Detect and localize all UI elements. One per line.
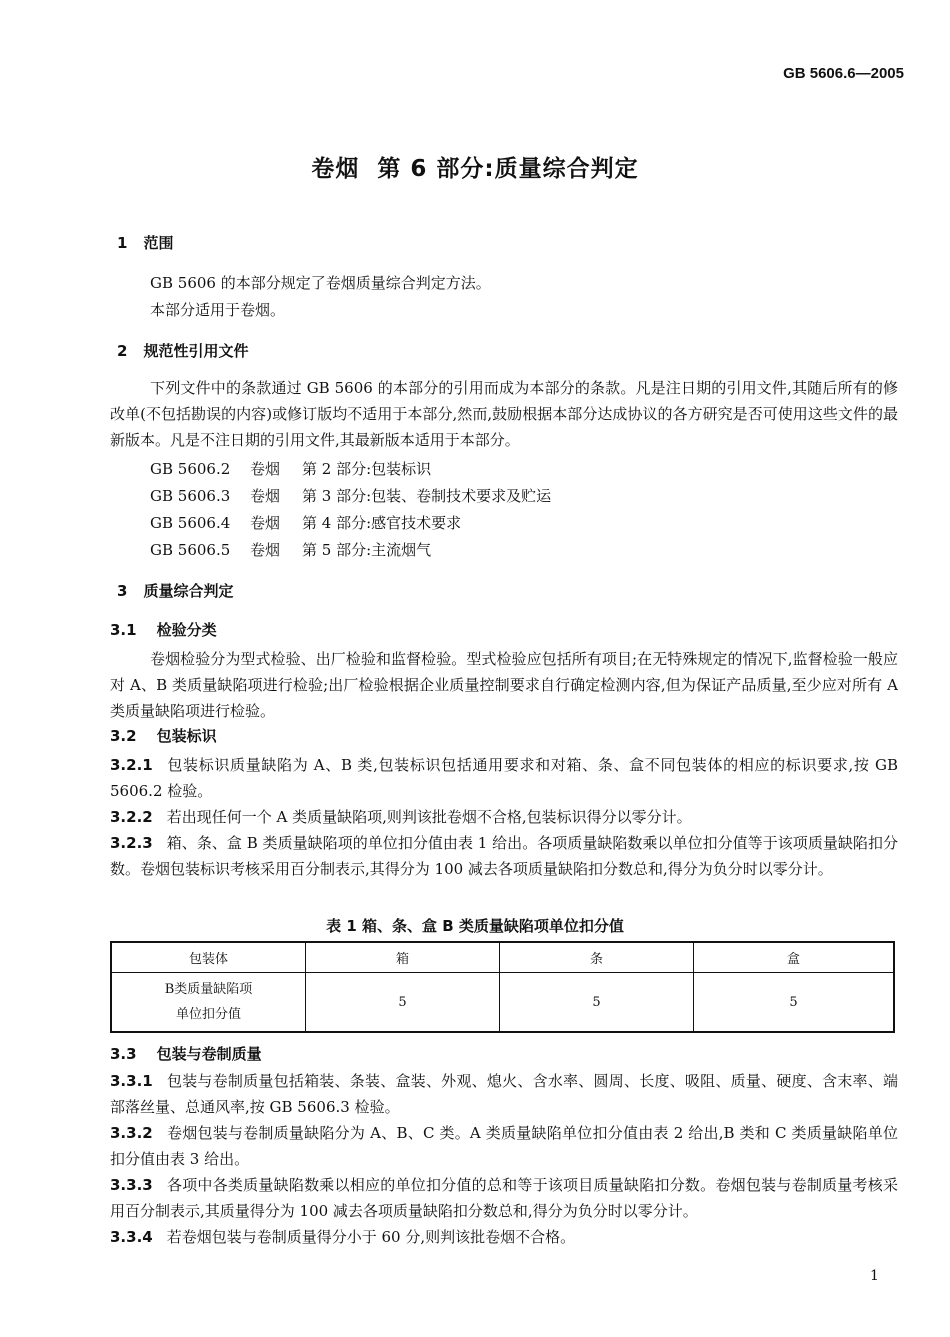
clause-3-3-4-number: 3.3.4 (110, 1228, 153, 1246)
section-2-title: 规范性引用文件 (143, 342, 249, 360)
reference-1 (150, 458, 431, 479)
reference-2-name: 卷烟 (250, 487, 281, 505)
reference-3-name: 卷烟 (250, 514, 281, 532)
clause-3-3-1-text: 包装与卷制质量包括箱装、条装、盒装、外观、熄火、含水率、圆周、长度、吸阻、质量、硬度、含末率、端部落丝量、总通风率,按 GB 5606.3 检验。 (110, 1072, 898, 1116)
reference-4-part: 第 5 部分:主流烟气 (302, 541, 432, 559)
section-2-number: 2 (117, 342, 128, 360)
table-1-row-label-line-1: B类质量缺陷项 (164, 982, 253, 997)
table-1-row-label (111, 973, 306, 1033)
table-1-data-row (111, 973, 894, 1033)
section-3-2-heading (110, 725, 217, 746)
clause-3-3-4 (110, 1224, 898, 1250)
reference-2-code: GB 5606.3 (150, 487, 231, 505)
reference-1-part: 第 2 部分:包装标识 (302, 460, 432, 478)
table-1-caption: 表 1 箱、条、盒 B 类质量缺陷项单位扣分值 (326, 917, 624, 935)
section-2-paragraph-text: 下列文件中的条款通过 GB 5606 的本部分的引用而成为本部分的条款。凡是注日期的引用文件,其随后所有的修改单(不包括勘误的内容)或修订版均不适用于本部分,然而,鼓励根据本部分达成协议的各方研究是否可使用这些文件的最新版本。凡是不注日期的引用文件,其最新版本适用于本部分。 (110, 379, 898, 449)
table-1-value-carton: 5 (500, 973, 694, 1033)
clause-3-3-3-text: 各项中各类质量缺陷数乘以相应的单位扣分值的总和等于该项目质量缺陷扣分数。卷烟包装与卷制质量考核采用百分制表示,其质量得分为 100 减去各项质量缺陷扣分数总和,得分为负分时以零分计。 (110, 1176, 898, 1220)
clause-3-3-2-number: 3.3.2 (110, 1124, 153, 1142)
section-1-line-1: GB 5606 的本部分规定了卷烟质量综合判定方法。 (150, 274, 491, 292)
table-1-value-pack: 5 (694, 973, 895, 1033)
clause-3-2-1-text: 包装标识质量缺陷为 A、B 类,包装标识包括通用要求和对箱、条、盒不同包装体的相应的标识要求,按 GB 5606.2 检验。 (110, 756, 898, 800)
page-number: 1 (870, 1268, 879, 1284)
clause-3-3-1-number: 3.3.1 (110, 1072, 153, 1090)
section-2-paragraph (110, 375, 898, 453)
clause-3-2-1 (110, 752, 898, 804)
section-3-2-title: 包装标识 (156, 727, 217, 745)
section-3-1-heading (110, 619, 217, 640)
clause-3-3-3 (110, 1172, 898, 1224)
clause-3-3-2-text: 卷烟包装与卷制质量缺陷分为 A、B、C 类。A 类质量缺陷单位扣分值由表 2 给出,B 类和 C 类质量缺陷单位扣分值由表 3 给出。 (110, 1124, 898, 1168)
clause-3-2-3 (110, 830, 898, 882)
reference-3-code: GB 5606.4 (150, 514, 231, 532)
clause-3-2-3-text: 箱、条、盒 B 类质量缺陷项的单位扣分值由表 1 给出。各项质量缺陷数乘以单位扣分值等于该项质量缺陷扣分数。卷烟包装标识考核采用百分制表示,其得分为 100 减去各项质量缺陷扣分数总和,得分为负分时以零分计。 (110, 834, 898, 878)
section-3-1-title: 检验分类 (156, 621, 217, 639)
section-3-3-title: 包装与卷制质量 (156, 1045, 262, 1063)
section-3-heading (117, 580, 233, 601)
table-1-col-box: 箱 (306, 942, 500, 973)
reference-1-code: GB 5606.2 (150, 460, 231, 478)
section-3-number: 3 (117, 582, 128, 600)
table-1-col-carton: 条 (500, 942, 694, 973)
section-3-1-paragraph (110, 646, 898, 724)
section-3-3-heading (110, 1043, 262, 1064)
section-3-3-number: 3.3 (110, 1045, 137, 1063)
table-1-col-header: 包装体 (111, 942, 306, 973)
clause-3-3-2 (110, 1120, 898, 1172)
reference-2-part: 第 3 部分:包装、卷制技术要求及贮运 (302, 487, 552, 505)
standard-code: GB 5606.6—2005 (783, 65, 904, 82)
reference-4 (150, 539, 431, 560)
section-1-heading (117, 232, 173, 253)
clause-3-2-2-number: 3.2.2 (110, 808, 153, 826)
section-3-1-paragraph-text: 卷烟检验分为型式检验、出厂检验和监督检验。型式检验应包括所有项目;在无特殊规定的情况下,监督检验一般应对 A、B 类质量缺陷项进行检验;出厂检验根据企业质量控制要求自行确定检测内容,但为保证产品质量,至少应对所有 A 类质量缺陷项进行检验。 (110, 650, 898, 720)
table-1-value-box: 5 (306, 973, 500, 1033)
section-2-heading (117, 340, 248, 361)
clause-3-3-4-text: 若卷烟包装与卷制质量得分小于 60 分,则判该批卷烟不合格。 (166, 1228, 576, 1246)
clause-3-3-1 (110, 1068, 898, 1120)
clause-3-3-3-number: 3.3.3 (110, 1176, 153, 1194)
table-1-col-pack: 盒 (694, 942, 895, 973)
table-1 (110, 941, 895, 1033)
reference-4-name: 卷烟 (250, 541, 281, 559)
clause-3-2-3-number: 3.2.3 (110, 834, 153, 852)
clause-3-2-2 (110, 804, 898, 830)
reference-1-name: 卷烟 (250, 460, 281, 478)
section-1-title: 范围 (143, 234, 174, 252)
clause-3-2-2-text: 若出现任何一个 A 类质量缺陷项,则判该批卷烟不合格,包装标识得分以零分计。 (166, 808, 692, 826)
table-1-row-label-line-2: 单位扣分值 (175, 1007, 241, 1022)
section-1-line-2: 本部分适用于卷烟。 (150, 301, 286, 319)
section-1-number: 1 (117, 234, 128, 252)
reference-3 (150, 512, 461, 533)
section-3-1-number: 3.1 (110, 621, 137, 639)
clause-3-2-1-number: 3.2.1 (110, 756, 153, 774)
section-3-2-number: 3.2 (110, 727, 137, 745)
reference-4-code: GB 5606.5 (150, 541, 231, 559)
section-3-title: 质量综合判定 (143, 582, 234, 600)
table-1-header-row (111, 942, 894, 973)
document-title: 卷烟 第 6 部分:质量综合判定 (311, 156, 639, 182)
reference-3-part: 第 4 部分:感官技术要求 (302, 514, 462, 532)
reference-2 (150, 485, 551, 506)
